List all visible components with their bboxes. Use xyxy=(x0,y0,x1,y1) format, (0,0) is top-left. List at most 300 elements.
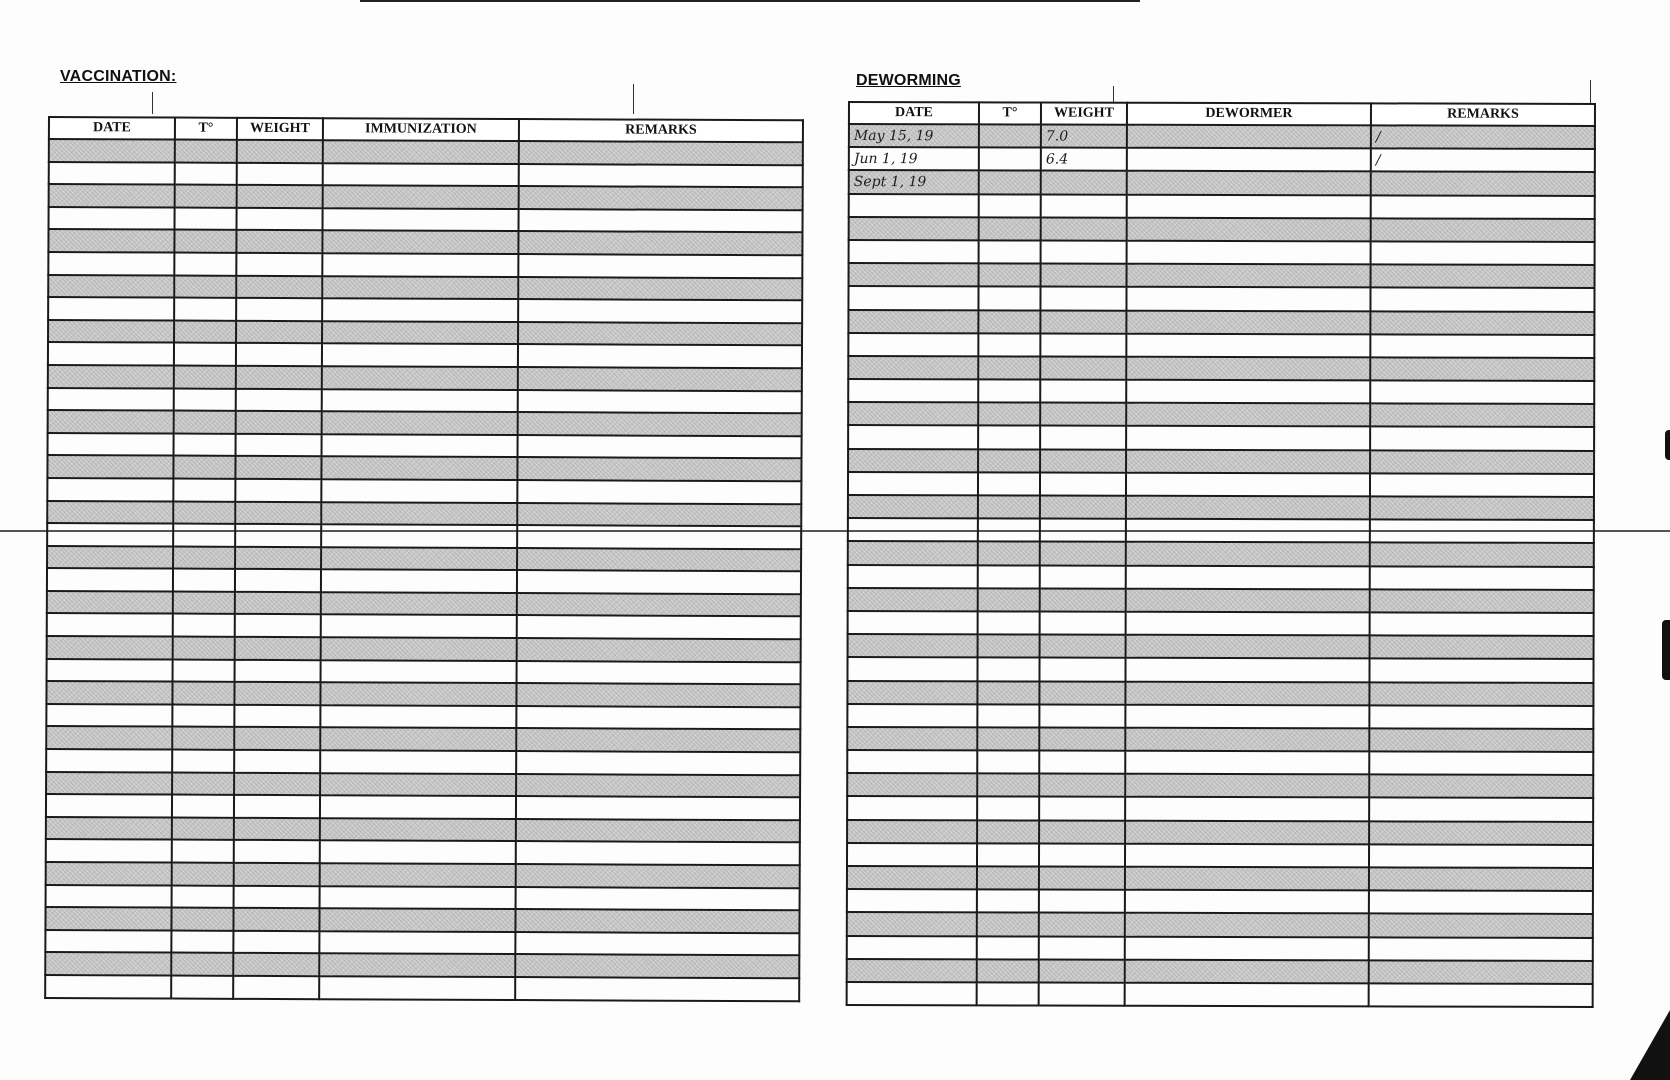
vaccination-cell-remarks xyxy=(517,525,801,549)
deworming-cell-temperature xyxy=(978,333,1040,356)
deworming-header-remarks: REMARKS xyxy=(1371,103,1595,126)
vaccination-cell-weight xyxy=(236,253,322,276)
vaccination-cell-remarks xyxy=(515,954,799,978)
deworming-cell-date xyxy=(848,425,978,449)
deworming-cell-weight xyxy=(1040,588,1126,611)
deworming-table-row xyxy=(847,681,1593,706)
deworming-cell-date xyxy=(848,286,978,310)
deworming-table-row xyxy=(849,147,1595,172)
deworming-cell-remarks xyxy=(1369,821,1593,845)
vaccination-cell-date xyxy=(49,184,175,207)
deworming-cell-weight xyxy=(1039,704,1125,727)
vaccination-cell-date xyxy=(47,455,173,478)
deworming-cell-date xyxy=(847,727,977,751)
vaccination-cell-immunization xyxy=(321,547,517,570)
vaccination-cell-weight xyxy=(236,298,322,321)
vaccination-cell-remarks xyxy=(518,299,802,323)
deworming-cell-temperature xyxy=(977,658,1039,681)
vaccination-cell-date xyxy=(46,772,172,795)
deworming-cell-dewormer xyxy=(1126,496,1370,520)
vaccination-cell-immunization xyxy=(319,976,515,999)
deworming-cell-remarks xyxy=(1371,241,1595,265)
vaccination-cell-weight xyxy=(234,727,320,750)
deworming-cell-temperature xyxy=(979,263,1041,286)
vaccination-cell-immunization xyxy=(322,298,518,321)
vaccination-cell-date xyxy=(49,207,175,230)
deworming-header-row xyxy=(849,102,1595,126)
deworming-cell-dewormer xyxy=(1125,844,1369,868)
deworming-table-row xyxy=(848,333,1594,358)
deworming-cell-dewormer xyxy=(1125,820,1369,844)
deworming-table-row xyxy=(849,124,1595,149)
vaccination-cell-temperature xyxy=(172,772,234,795)
vaccination-cell-weight xyxy=(235,479,321,502)
deworming-cell-date xyxy=(848,518,978,542)
vaccination-cell-date xyxy=(46,794,172,817)
vaccination-cell-temperature xyxy=(174,388,236,411)
deworming-cell-temperature xyxy=(978,449,1040,472)
vaccination-cell-temperature xyxy=(172,704,234,727)
deworming-cell-remarks xyxy=(1370,496,1594,520)
deworming-cell-remarks xyxy=(1369,983,1593,1007)
deworming-cell-dewormer xyxy=(1126,635,1370,659)
deworming-cell-temperature xyxy=(978,588,1040,611)
deworming-cell-remarks xyxy=(1369,775,1593,799)
deworming-cell-dewormer xyxy=(1125,936,1369,960)
deworming-cell-weight xyxy=(1039,658,1125,681)
deworming-cell-dewormer xyxy=(1126,449,1370,473)
deworming-table-row xyxy=(848,425,1594,450)
vaccination-cell-temperature xyxy=(173,659,235,682)
deworming-cell-dewormer xyxy=(1126,588,1370,612)
deworming-cell-dewormer xyxy=(1127,241,1371,265)
deworming-cell-temperature xyxy=(978,634,1040,657)
vaccination-cell-date xyxy=(46,885,172,908)
vaccination-table-row xyxy=(46,726,800,752)
vaccination-cell-weight xyxy=(234,772,320,795)
deworming-cell-date xyxy=(847,889,977,913)
vaccination-cell-date xyxy=(48,410,174,433)
vaccination-cell-immunization xyxy=(323,208,519,231)
vaccination-cell-remarks xyxy=(516,819,800,843)
deworming-cell-remarks xyxy=(1369,728,1593,752)
deworming-cell-dewormer xyxy=(1127,264,1371,288)
deworming-cell-weight xyxy=(1040,380,1126,403)
deworming-cell-remarks xyxy=(1370,311,1594,335)
deworming-cell-weight xyxy=(1039,936,1125,959)
vaccination-table-row xyxy=(46,885,800,911)
vaccination-cell-weight xyxy=(236,343,322,366)
vaccination-cell-immunization xyxy=(320,863,516,886)
deworming-cell-temperature xyxy=(977,936,1039,959)
vaccination-cell-temperature xyxy=(173,637,235,660)
vaccination-cell-temperature xyxy=(173,546,235,569)
vaccination-header-immunization: IMMUNIZATION xyxy=(323,118,519,141)
deworming-cell-remarks xyxy=(1369,798,1593,822)
deworming-header-weight: WEIGHT xyxy=(1041,103,1127,125)
deworming-cell-remarks: / xyxy=(1371,149,1595,173)
deworming-table-row xyxy=(847,750,1593,775)
deworming-cell-weight xyxy=(1041,194,1127,217)
vaccination-cell-immunization xyxy=(322,389,518,412)
deworming-cell-weight xyxy=(1039,982,1125,1005)
vaccination-cell-immunization xyxy=(320,773,516,796)
deworming-cell-remarks xyxy=(1369,705,1593,729)
vaccination-cell-temperature xyxy=(173,569,235,592)
deworming-table-row xyxy=(848,379,1594,404)
deworming-cell-date xyxy=(847,866,977,890)
deworming-cell-date: Sept 1, 19 xyxy=(849,170,979,194)
deworming-cell-weight xyxy=(1040,519,1126,542)
vaccination-cell-remarks xyxy=(516,887,800,911)
vaccination-cell-immunization xyxy=(320,750,516,773)
vaccination-cell-immunization xyxy=(322,276,518,299)
deworming-cell-remarks xyxy=(1370,543,1594,567)
vaccination-header-date: DATE xyxy=(49,117,175,140)
deworming-cell-dewormer xyxy=(1125,890,1369,914)
deworming-cell-date xyxy=(847,796,977,820)
vaccination-cell-weight xyxy=(233,953,319,976)
vaccination-cell-temperature xyxy=(173,591,235,614)
vaccination-cell-weight xyxy=(236,411,322,434)
deworming-cell-dewormer xyxy=(1125,751,1369,775)
deworming-cell-date xyxy=(848,333,978,357)
deworming-table-row xyxy=(848,588,1594,613)
vaccination-cell-immunization xyxy=(319,931,515,954)
deworming-cell-weight xyxy=(1040,287,1126,310)
vaccination-cell-temperature xyxy=(172,885,234,908)
deworming-cell-remarks xyxy=(1369,682,1593,706)
vaccination-cell-weight xyxy=(236,366,322,389)
vaccination-cell-date xyxy=(47,659,173,682)
deworming-cell-weight xyxy=(1040,356,1126,379)
deworming-table-row xyxy=(849,263,1595,288)
vaccination-cell-remarks xyxy=(517,548,801,572)
deworming-cell-weight xyxy=(1040,449,1126,472)
deworming-cell-remarks xyxy=(1369,867,1593,891)
vaccination-cell-temperature xyxy=(172,795,234,818)
margin-tick-mark xyxy=(152,92,153,114)
vaccination-cell-date xyxy=(47,523,173,546)
vaccination-table-row xyxy=(46,704,800,730)
vaccination-cell-remarks xyxy=(518,412,802,436)
deworming-cell-dewormer xyxy=(1126,380,1370,404)
vaccination-cell-temperature xyxy=(174,253,236,276)
deworming-cell-weight xyxy=(1041,171,1127,194)
vaccination-cell-remarks xyxy=(518,390,802,414)
vaccination-cell-date xyxy=(46,817,172,840)
vaccination-cell-remarks xyxy=(517,616,801,640)
vaccination-cell-weight xyxy=(236,275,322,298)
deworming-cell-date xyxy=(848,611,978,635)
vaccination-cell-temperature xyxy=(171,908,233,931)
vaccination-cell-date xyxy=(49,139,175,162)
deworming-cell-weight xyxy=(1040,542,1126,565)
vaccination-table-row xyxy=(47,613,801,639)
vaccination-table-row xyxy=(47,591,801,617)
vaccination-cell-weight xyxy=(235,501,321,524)
deworming-table-row xyxy=(847,912,1593,937)
vaccination-cell-immunization xyxy=(322,434,518,457)
deworming-cell-dewormer xyxy=(1126,287,1370,311)
vaccination-cell-temperature xyxy=(171,953,233,976)
vaccination-cell-immunization xyxy=(321,592,517,615)
vaccination-cell-immunization xyxy=(323,140,519,163)
vaccination-cell-temperature xyxy=(173,614,235,637)
deworming-cell-temperature xyxy=(978,379,1040,402)
vaccination-table-row xyxy=(48,297,802,323)
deworming-table-row xyxy=(848,565,1594,590)
deworming-cell-remarks xyxy=(1370,404,1594,428)
deworming-cell-dewormer xyxy=(1126,310,1370,334)
vaccination-cell-remarks xyxy=(517,480,801,504)
deworming-cell-weight xyxy=(1039,820,1125,843)
deworming-cell-weight xyxy=(1040,611,1126,634)
vaccination-table-row xyxy=(46,794,800,820)
vaccination-cell-temperature xyxy=(175,140,237,163)
vaccination-cell-date xyxy=(45,907,171,930)
deworming-cell-date xyxy=(847,843,977,867)
deworming-cell-dewormer xyxy=(1126,612,1370,636)
scan-edge-mark xyxy=(1662,620,1670,680)
deworming-table-row xyxy=(848,634,1594,659)
margin-tick-mark xyxy=(1113,86,1114,102)
deworming-cell-remarks xyxy=(1370,450,1594,474)
vaccination-table-row xyxy=(49,184,803,210)
vaccination-cell-remarks xyxy=(519,141,803,165)
vaccination-cell-date xyxy=(47,546,173,569)
deworming-cell-date xyxy=(848,379,978,403)
deworming-cell-weight xyxy=(1039,797,1125,820)
deworming-header-dewormer: DEWORMER xyxy=(1127,103,1371,126)
deworming-cell-dewormer xyxy=(1126,565,1370,589)
vaccination-cell-date xyxy=(48,365,174,388)
vaccination-cell-weight xyxy=(235,637,321,660)
deworming-table-row xyxy=(847,704,1593,729)
deworming-cell-dewormer xyxy=(1125,797,1369,821)
vaccination-table-row xyxy=(48,275,802,301)
vaccination-cell-remarks xyxy=(519,164,803,188)
deworming-cell-remarks xyxy=(1369,937,1593,961)
vaccination-cell-remarks xyxy=(518,322,802,346)
deworming-cell-weight xyxy=(1040,310,1126,333)
deworming-cell-temperature xyxy=(977,750,1039,773)
vaccination-cell-immunization xyxy=(322,321,518,344)
vaccination-cell-remarks xyxy=(517,457,801,481)
deworming-cell-temperature xyxy=(978,287,1040,310)
vaccination-cell-temperature xyxy=(173,456,235,479)
vaccination-cell-temperature xyxy=(175,207,237,230)
deworming-cell-temperature xyxy=(977,704,1039,727)
vaccination-cell-immunization xyxy=(320,818,516,841)
deworming-cell-weight xyxy=(1040,426,1126,449)
deworming-cell-date xyxy=(847,773,977,797)
deworming-cell-temperature xyxy=(979,240,1041,263)
deworming-cell-temperature xyxy=(977,982,1039,1005)
deworming-cell-date xyxy=(849,263,979,287)
vaccination-cell-date xyxy=(46,839,172,862)
deworming-cell-dewormer xyxy=(1126,426,1370,450)
vaccination-cell-immunization xyxy=(319,954,515,977)
deworming-table-row xyxy=(849,194,1595,219)
vaccination-cell-remarks xyxy=(516,683,800,707)
deworming-table-row xyxy=(849,217,1595,242)
deworming-cell-dewormer xyxy=(1125,774,1369,798)
vaccination-table-row xyxy=(49,162,803,188)
deworming-cell-remarks: / xyxy=(1371,125,1595,149)
deworming-cell-remarks xyxy=(1370,334,1594,358)
vaccination-table-row xyxy=(48,320,802,346)
vaccination-cell-date xyxy=(46,862,172,885)
deworming-cell-temperature xyxy=(979,148,1041,171)
vaccination-cell-weight xyxy=(237,185,323,208)
deworming-cell-date xyxy=(848,634,978,658)
vaccination-header-weight: WEIGHT xyxy=(237,118,323,140)
vaccination-cell-immunization xyxy=(320,728,516,751)
deworming-cell-temperature xyxy=(978,403,1040,426)
deworming-header-date: DATE xyxy=(849,102,979,124)
deworming-cell-temperature xyxy=(978,310,1040,333)
vaccination-cell-weight xyxy=(234,795,320,818)
vaccination-cell-remarks xyxy=(516,774,800,798)
deworming-cell-dewormer xyxy=(1127,148,1371,172)
vaccination-cell-immunization xyxy=(320,682,516,705)
vaccination-table-row xyxy=(47,568,801,594)
vaccination-cell-weight xyxy=(233,908,319,931)
deworming-table-row xyxy=(848,449,1594,474)
deworming-cell-weight xyxy=(1039,890,1125,913)
deworming-cell-weight xyxy=(1040,496,1126,519)
vaccination-cell-immunization xyxy=(319,908,515,931)
vaccination-cell-remarks xyxy=(517,638,801,662)
vaccination-table-row xyxy=(48,252,802,278)
deworming-cell-date xyxy=(848,356,978,380)
vaccination-cell-immunization xyxy=(320,705,516,728)
vaccination-cell-date xyxy=(45,975,171,998)
deworming-table-row xyxy=(848,541,1594,566)
vaccination-cell-immunization xyxy=(321,569,517,592)
vaccination-table-row xyxy=(48,410,802,436)
vaccination-cell-weight xyxy=(235,569,321,592)
vaccination-cell-weight xyxy=(233,976,319,999)
vaccination-cell-weight xyxy=(236,388,322,411)
vaccination-cell-temperature xyxy=(171,930,233,953)
vaccination-cell-remarks xyxy=(517,503,801,527)
vaccination-cell-remarks xyxy=(516,796,800,820)
vaccination-cell-date xyxy=(48,388,174,411)
vaccination-cell-weight xyxy=(233,931,319,954)
deworming-cell-date xyxy=(848,495,978,519)
deworming-cell-weight xyxy=(1040,472,1126,495)
deworming-table-row xyxy=(848,518,1594,543)
deworming-table-row xyxy=(848,495,1594,520)
deworming-cell-temperature xyxy=(977,797,1039,820)
deworming-cell-temperature xyxy=(977,681,1039,704)
vaccination-cell-immunization xyxy=(322,411,518,434)
deworming-table-row xyxy=(848,472,1594,497)
vaccination-cell-immunization xyxy=(323,163,519,186)
vaccination-table-row xyxy=(47,659,801,685)
deworming-cell-date xyxy=(849,194,979,218)
vaccination-cell-remarks xyxy=(518,277,802,301)
deworming-cell-temperature xyxy=(977,913,1039,936)
vaccination-cell-temperature xyxy=(174,230,236,253)
vaccination-cell-remarks xyxy=(516,864,800,888)
deworming-cell-remarks xyxy=(1370,380,1594,404)
deworming-rows xyxy=(847,124,1595,1007)
deworming-cell-remarks xyxy=(1370,612,1594,636)
deworming-table-row xyxy=(847,657,1593,682)
vaccination-cell-weight xyxy=(236,434,322,457)
deworming-table-row xyxy=(848,310,1594,335)
deworming-cell-temperature xyxy=(978,472,1040,495)
deworming-cell-date xyxy=(848,541,978,565)
vaccination-cell-temperature xyxy=(174,433,236,456)
vaccination-cell-date xyxy=(48,229,174,252)
deworming-cell-remarks xyxy=(1369,659,1593,683)
vaccination-cell-temperature xyxy=(175,162,237,185)
deworming-cell-remarks xyxy=(1369,751,1593,775)
vaccination-cell-date xyxy=(47,478,173,501)
deworming-cell-dewormer xyxy=(1126,519,1370,543)
deworming-cell-temperature xyxy=(978,542,1040,565)
vaccination-cell-temperature xyxy=(172,817,234,840)
deworming-cell-remarks xyxy=(1369,960,1593,984)
deworming-table-row xyxy=(847,843,1593,868)
vaccination-cell-weight xyxy=(234,885,320,908)
deworming-table-row xyxy=(849,170,1595,195)
deworming-cell-remarks xyxy=(1370,288,1594,312)
vaccination-table-row xyxy=(46,839,800,865)
deworming-cell-temperature xyxy=(979,171,1041,194)
margin-tick-mark xyxy=(633,84,634,114)
deworming-cell-dewormer xyxy=(1127,125,1371,149)
deworming-cell-dewormer xyxy=(1127,217,1371,241)
vaccination-table-row xyxy=(47,523,801,549)
deworming-table-row xyxy=(847,936,1593,961)
vaccination-cell-date xyxy=(45,930,171,953)
deworming-cell-dewormer xyxy=(1125,959,1369,983)
vaccination-cell-temperature xyxy=(173,501,235,524)
scan-edge-mark xyxy=(1665,430,1670,460)
deworming-table-row xyxy=(848,611,1594,636)
deworming-cell-weight: 7.0 xyxy=(1041,125,1127,148)
deworming-cell-dewormer xyxy=(1125,658,1369,682)
deworming-cell-date xyxy=(847,657,977,681)
deworming-cell-dewormer xyxy=(1125,704,1369,728)
vaccination-cell-weight xyxy=(236,230,322,253)
vaccination-cell-date xyxy=(48,342,174,365)
deworming-cell-date: Jun 1, 19 xyxy=(849,147,979,171)
deworming-cell-weight xyxy=(1039,681,1125,704)
deworming-cell-remarks xyxy=(1369,914,1593,938)
vaccination-cell-temperature xyxy=(173,478,235,501)
vaccination-cell-temperature xyxy=(174,298,236,321)
vaccination-cell-date xyxy=(46,726,172,749)
vaccination-cell-weight xyxy=(237,140,323,163)
deworming-cell-dewormer xyxy=(1127,194,1371,218)
deworming-cell-remarks xyxy=(1370,566,1594,590)
vaccination-cell-immunization xyxy=(323,185,519,208)
deworming-cell-temperature xyxy=(977,727,1039,750)
vaccination-cell-immunization xyxy=(320,795,516,818)
deworming-table-row xyxy=(848,286,1594,311)
deworming-cell-weight xyxy=(1039,751,1125,774)
deworming-cell-weight: 6.4 xyxy=(1041,148,1127,171)
deworming-cell-temperature xyxy=(978,519,1040,542)
vaccination-cell-date xyxy=(47,613,173,636)
scan-corner-shadow xyxy=(1630,1010,1670,1080)
